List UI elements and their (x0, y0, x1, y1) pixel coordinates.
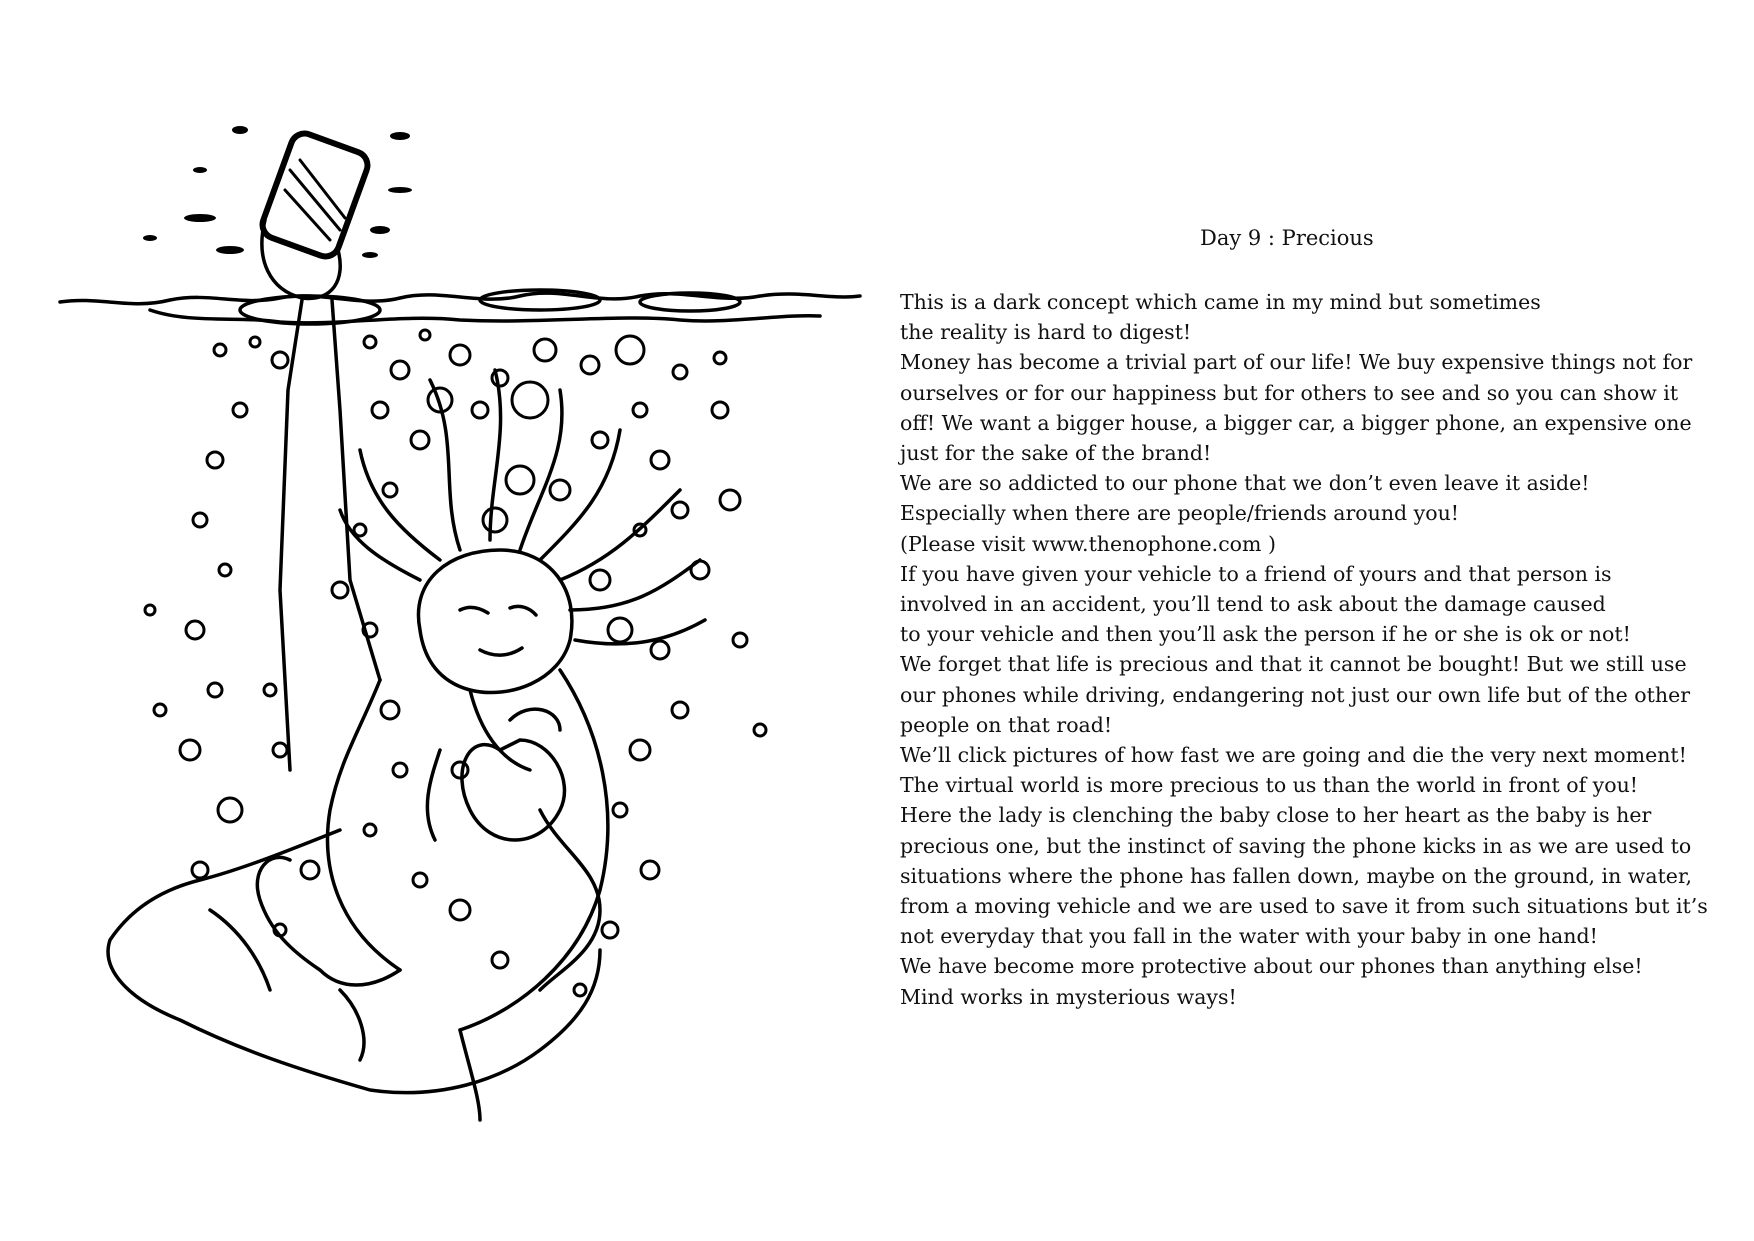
text-line: (Please visit www.thenophone.com ) (900, 531, 1276, 556)
page-title: Day 9 : Precious (1200, 226, 1374, 250)
text-line: If you have given your vehicle to a friend of yours and that person is (900, 561, 1612, 586)
text-line: involved in an accident, you’ll tend to ask about the damage caused (900, 592, 1606, 617)
text-line: to your vehicle and then you’ll ask the person if he or she is ok or not! (900, 622, 1631, 647)
text-line: We are so addicted to our phone that we don’t even leave it aside! (900, 471, 1590, 496)
text-line: off! We want a bigger house, a bigger car, a bigger phone, an expensive one (900, 410, 1692, 435)
text-line: We’ll click pictures of how fast we are going and die the very next moment! (900, 743, 1687, 768)
text-line: people on that road! (900, 712, 1113, 737)
text-line: Mind works in mysterious ways! (900, 984, 1237, 1009)
text-line: The virtual world is more precious to us than the world in front of you! (900, 773, 1639, 798)
text-line: from a moving vehicle and we are used to save it from such situations but it’s (900, 894, 1708, 919)
text-line: Especially when there are people/friends around you! (900, 501, 1460, 526)
drowning-woman-illustration (40, 110, 890, 1210)
text-line: situations where the phone has fallen down, maybe on the ground, in water, (900, 863, 1693, 888)
text-line: precious one, but the instinct of saving the phone kicks in as we are used to (900, 833, 1692, 858)
text-line: our phones while driving, endangering not just our own life but of the other (900, 682, 1691, 707)
text-line: just for the sake of the brand! (900, 441, 1212, 466)
text-line: This is a dark concept which came in my mind but sometimes (900, 290, 1541, 314)
text-line: Here the lady is clenching the baby close to her heart as the baby is her (900, 803, 1652, 828)
text-line: not everyday that you fall in the water with your baby in one hand! (900, 924, 1598, 949)
text-line: ourselves or for our happiness but for others to see and so you can show it (900, 380, 1679, 405)
body-text (900, 287, 1730, 1012)
text-line: the reality is hard to digest! (900, 320, 1192, 345)
text-line: We have become more protective about our phones than anything else! (900, 954, 1643, 979)
text-line: We forget that life is precious and that it cannot be bought! But we still use (900, 652, 1687, 677)
text-line: Money has become a trivial part of our life! We buy expensive things not for (900, 350, 1693, 375)
